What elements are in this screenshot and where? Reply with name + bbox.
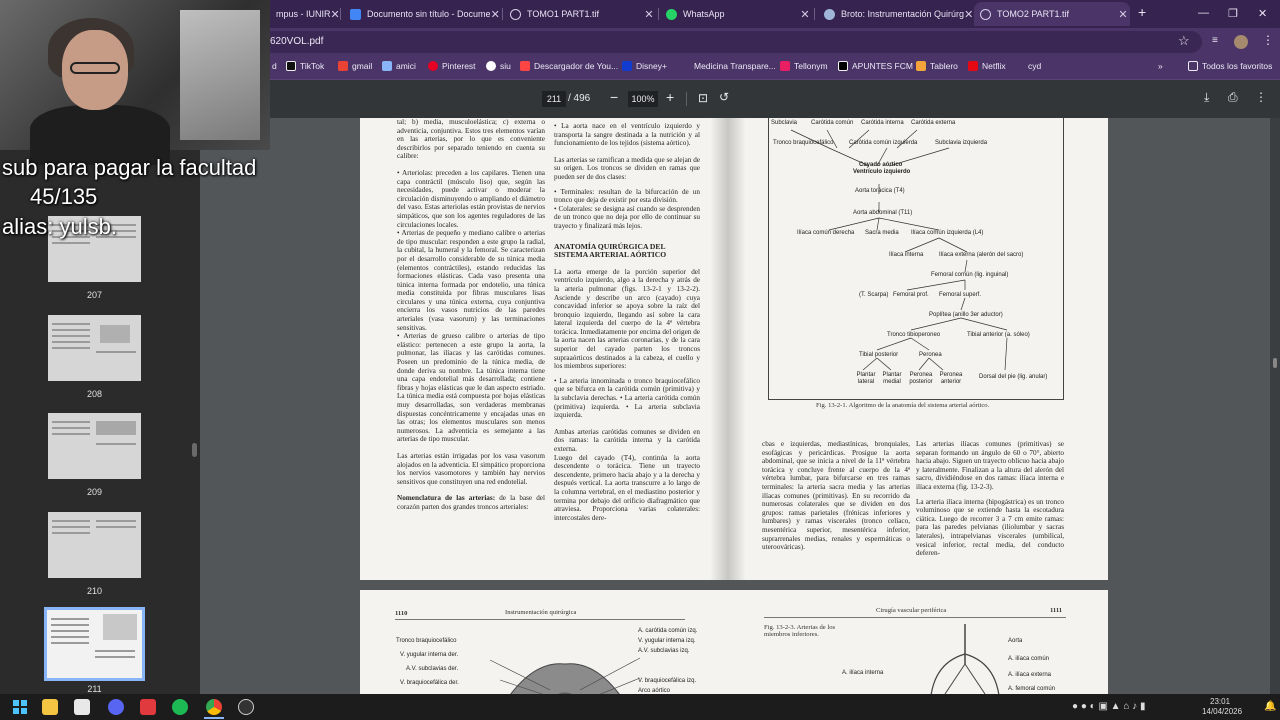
tellonym-icon [780,61,790,71]
bookmark-label: gmail [352,61,373,71]
text-column-3 [762,440,910,552]
bookmark-label: TikTok [300,61,325,71]
tab-separator [658,8,659,20]
node-peronea-posterior: Peronea posterior [909,372,933,385]
figure-caption: Fig. 13-2-1. Algoritmo de la anatomía del sistema arterial aórtico. [816,402,990,409]
tab-separator [502,8,503,20]
bookmark-pinterest[interactable] [428,61,476,71]
paragraph: • Arterias de pequeño y mediano calibre o arterias de tipo muscular: responden a este grupo la radial, la cubital, la humeral y la femoral. Se caracterizan por el desarrollo considerable de su túnica media (elementos contráctiles), estando reducidas las formaciones elásticas. Cada vaso presenta una túnica interna formada por endotelio, una túnica media constituida por fibras musculares lisas circulares y una túnica externa, cuya conjuntiva encierra los vasos nutricios de las paredes arteriales (vasa vasorum) y las terminaciones sensitivas. [397,229,545,332]
label: V. braquiocefálica izq. [638,678,697,684]
google-docs-icon [350,9,361,20]
globe-icon [980,9,991,20]
bookmark-label: Tablero [930,61,958,71]
bookmark-label: Netflix [982,61,1006,71]
paragraph: Las arterias están irrigadas por los vasa vasorum alojados en la adventicia. El simpático proporciona los nervios vasomotores y también hay nervios sensitivos que constituyen una red endotelial. [397,451,545,486]
url-text: 620VOL.pdf [270,36,324,47]
bookmark-item[interactable] [272,61,277,71]
active-app-indicator [204,717,224,719]
bookmark-label: APUNTES FCM [852,61,913,71]
tab-google-docs[interactable] [344,2,500,26]
bookmark-disney[interactable] [622,61,667,71]
thumbnail-label: 211 [87,684,102,694]
bookmark-tablero[interactable] [916,61,958,71]
print-icon[interactable]: ⎙ [1228,90,1238,104]
paragraph: Luego del cayado (T4), continúa la aorta descendente o torácica. Tiene un trayecto descendente, primero hacia abajo y a la derecha y después vertical. La aorta transcurre a lo largo de la columna vertebral, en el mediastino posterior y termina por debajo del orificio diafragmático que atraviesa. Proporciona varias colaterales: intercostales dere- [554,453,700,522]
node-plantar-medial: Plantar medial [882,372,902,385]
close-icon[interactable]: ✕ [644,8,654,21]
text-column-2 [554,122,700,522]
bookmark-gmail[interactable] [338,61,372,71]
overlay-text-line3: alias: yulsb. [2,214,117,239]
node-aorta-abdominal: Aorta abdominal (T11) [853,210,913,216]
paragraph: • Colaterales: se designa así cuando se desprenden de un tronco que no deja por ello de continuar su trayecto y finalizará más lejos. [554,204,700,230]
bookmark-label: amici [396,61,416,71]
clock-date[interactable]: 14/04/2026 [1202,707,1243,716]
netflix-icon [968,61,978,71]
tab-separator [340,8,341,20]
page-fold-shadow [710,118,746,580]
tab-tomo1[interactable] [504,2,656,26]
paragraph: • Arterias de grueso calibre o arterias de tipo elástico: pertenecen a este grupo la aorta, la pulmonar, las ilíacas y las carótidas comunes. Poseen un predominio de la túnica media, de donde deriva su nombre. La túnica interna tiene una capa endotelial más desarrollada; contiene fibras y hojas elásticas que le dan aspecto estriado. La túnica media está compuesta por hojas elásticas muy desarrolladas, son verdaderas membranas dispuestas concéntricamente y encajadas unas en las otras; los elementos musculares son menos numerosos. La adventicia es semejante a las arterias de tipo muscular. [397,332,545,444]
label: A. femoral común [1008,686,1056,692]
bookmark-label: Tellonym [794,61,828,71]
node-aorta-toracica: Aorta torácica (T4) [855,188,905,194]
paragraph: Las arterias se ramifican a medida que se alejan de su origen. Los troncos se dividen en ramas que pueden ser de dos clases: [554,155,700,181]
node-peronea: Peronea [919,352,942,358]
label: A. ilíaca interna [842,670,884,676]
pinterest-icon [428,61,438,71]
header-rule [764,617,1066,618]
thumbnail-page-208[interactable] [48,315,141,381]
star-icon[interactable]: ☆ [1178,33,1190,48]
node-t-scarpa: (T. Scarpa) [859,292,889,298]
bookmark-cyd[interactable] [1028,61,1041,71]
file-explorer-icon[interactable] [42,699,58,715]
tab-iunir[interactable] [270,2,340,26]
bookmark-amici[interactable] [382,61,416,71]
bookmark-tellonym[interactable] [780,61,828,71]
minimize-icon[interactable]: — [1198,7,1209,19]
close-icon[interactable]: ✕ [800,8,810,21]
paragraph: • La arteria innominada o tronco braquiocefálico que se bifurca en la carótida común (primitiva) y la subclavia derechas. • La arteria carótida común (primitiva) izquierda. • La arteria subclavia izquierda. [554,376,700,420]
header-rule [395,619,685,620]
thumbnail-page-211-selected[interactable] [44,607,145,681]
label: A.V. subclavias der. [406,666,459,672]
page-total: / 496 [568,93,591,104]
discord-icon[interactable] [108,699,124,715]
restore-icon[interactable]: ❐ [1228,8,1238,20]
zoom-input[interactable]: 100% [628,91,658,107]
address-bar[interactable] [262,31,1202,53]
arterial-algorithm-figure [768,118,1064,400]
paragraph: cbas e izquierdas, mediastínicas, bronquiales, esofágicas y pericárdicas. Prosigue la aorta abdominal, que se inicia a nivel de la 11ª vértebra torácica y concluye frente al cuerpo de la 4ª vértebra lumbar, para bifurcarse en tres ramas terminales: la arteria sacra media y las arterias ilíacas comunes (primitivas). En su recorrido da numerosas colaterales que se dividen en dos grupos: ramas parietales (frénicas inferiores y lumbares) y ramas viscerales (tronco celíaco, mesentérica superior, mesentérica inferior, suprarrenales medias, renales y espermáticas o uteroováricas). [762,440,910,552]
bookmark-medicina[interactable] [694,61,776,71]
label: A. ilíaca externa [1008,672,1052,678]
tab-broto[interactable] [818,2,972,26]
node-iliaca-comun-izq: Ilíaca común izquierda (L4) [911,230,984,236]
node-cayado-aortico: Cayado aórtico [859,162,903,168]
profile-avatar[interactable] [1234,35,1248,49]
thumbnail-label: 209 [86,487,103,497]
overlay-text-line2: 45/135 [30,184,98,209]
bookmark-tiktok[interactable] [286,61,324,71]
webcam-person-glasses [70,62,120,74]
pdf-viewer[interactable] [200,118,1280,694]
webcam-overlay [0,0,270,150]
label: V. yugular interna izq. [638,638,696,644]
node-poplitea: Poplítea (anillo 3er aductor) [929,312,1003,318]
bookmark-apuntes[interactable] [838,61,913,71]
node-plantar-lateral: Plantar lateral [856,372,876,385]
node-tronco-tibioperoneo: Tronco tibioperoneo [887,332,941,338]
rotate-icon[interactable]: ↺ [719,90,730,104]
disney-icon [622,61,632,71]
node-tibial-posterior: Tibial posterior [859,352,899,358]
paragraph: Ambas arterias carótidas comunes se dividen en dos ramas: la carótida interna y la carótida externa. [554,427,700,453]
all-bookmarks-button[interactable] [1188,61,1272,71]
node-femoral-comun: Femoral común (lig. inguinal) [931,272,1009,278]
node-carotida-comun: Carótida común [811,120,854,126]
obs-icon[interactable] [238,699,254,715]
gmail-icon [338,61,348,71]
node-iliaca-externa: Ilíaca externa (alerón del sacro) [939,252,1024,258]
apuntes-icon [838,61,848,71]
bookmark-label: Disney+ [636,61,667,71]
tab-title: WhatsApp [683,9,725,19]
amici-icon [382,61,392,71]
section-heading: ANATOMÍA QUIRÚRGICA DEL SISTEMA ARTERIAL AÓRTICO [554,241,667,260]
pdf-scrollbar[interactable] [1270,118,1280,694]
thumbnail-page-210[interactable] [48,512,141,578]
tab-separator [814,8,815,20]
zoom-in-icon[interactable]: + [666,89,675,105]
tray-icons[interactable]: ● ● ◐ ▣ ▲ ⌂ ♪ ▮ [1072,701,1146,712]
bookmark-label: cyd [1028,61,1042,71]
bookmark-label: siu [500,61,511,71]
paragraph: La aorta emerge de la porción superior del ventrículo izquierdo, algo a la derecha y atrás de la arteria pulmonar (figs. 13-2-1 y 13-2-2). Asciende y describe un arco (cayado) cuya concavidad inferior se apoya sobre la raíz del bronquio izquierdo, llegando así sobre la cara lateral izquierda del cuerpo de la 4ª vértebra torácica. Inmediatamente por encima del origen de la aorta nacen las arterias coronarias, y de la cara superior del cayado parten los troncos supraaórticos destinados a la cabeza, el cuello y los miembros superiores: [554,267,700,371]
toolbar-divider [686,92,687,106]
tablero-icon [916,61,926,71]
text-column-1 [397,118,545,512]
node-femoral-superf: Femoral superf. [939,292,982,298]
bookmark-label: d [272,61,277,71]
running-header: Instrumentación quirúrgica [505,609,577,616]
figure-caption: Fig. 13-2-3. Arterias de los miembros inferiores. [764,624,836,638]
page-number: 1111 [1050,607,1063,614]
chrome-icon[interactable] [206,699,222,715]
page-number: 1110 [395,610,408,617]
broto-icon [824,9,835,20]
tab-whatsapp[interactable] [660,2,812,26]
close-icon[interactable]: ✕ [964,8,974,21]
clock-time[interactable]: 23:01 [1210,697,1231,706]
thumbnail-label: 208 [86,389,103,399]
webcam-background-window [180,10,260,140]
paragraph: • Arteriolas: preceden a los capilares. Tienen una capa contráctil (músculo liso) que, según las necesidades, puede activar o moderar la circulación disminuyendo o ampliando el diámetro del vaso. Estas arteriolas están provistas de nervios simpáticos, que son los agentes reguladores de las circulaciones locales. [397,168,545,229]
label: A.V. subclavias izq. [638,648,690,654]
label: A. carótida común izq. [638,628,698,634]
page-number-input[interactable]: 211 [542,91,566,107]
tab-tomo2[interactable] [974,2,1130,26]
node-ventriculo-izquierdo: Ventrículo izquierdo [853,169,911,175]
kebab-menu-icon[interactable]: ⋮ [1262,33,1274,47]
tab-title: Documento sin título - Docume [367,9,491,19]
node-tibial-anterior: Tibial anterior (a. sóleo) [967,332,1030,338]
pdf-page-212 [360,590,1108,710]
label: V. braquiocefálica der. [400,680,459,686]
all-bookmarks-label: Todos los favoritos [1202,61,1273,71]
bookmark-siu[interactable] [486,61,511,71]
tab-title: mpus - IUNIR [276,9,331,19]
node-subclavia-izq: Subclavia izquierda [935,140,988,146]
bookmark-youtube-downloader[interactable] [520,61,618,71]
pdf-page-211 [360,118,1108,580]
calendar-icon[interactable] [74,699,90,715]
new-tab-button[interactable]: + [1138,4,1147,20]
globe-icon [510,9,521,20]
node-carotida-interna: Carótida interna [861,120,904,126]
close-window-icon[interactable]: ✕ [1258,8,1268,20]
node-dorsal-pie: Dorsal del pie (lig. anular) [979,374,1048,380]
tiktok-icon [286,61,296,71]
spotify-icon[interactable] [172,699,188,715]
algorithm-connectors [769,118,1065,400]
close-icon[interactable]: ✕ [490,8,500,21]
chevron-right-icon[interactable]: » [1158,61,1163,71]
tab-title: TOMO2 PART1.tif [997,9,1070,19]
text-column-4 [916,440,1064,558]
node-femoral-prof: Femoral prof. [893,292,929,298]
label: Aorta [1008,638,1023,644]
paragraph: La arteria ilíaca interna (hipogástrica) es un tronco voluminoso que se extiende hasta la escotadura ciática. Luego de recorrer 3 a 7 cm emite ramas: para las paredes pelvianas (iliolumbar y sacras laterales), intrapelvianas viscerales (umbilical, vesical inferior, rectal media, del conducto deferen- [916,497,1064,558]
close-icon[interactable]: ✕ [1118,8,1128,21]
bookmark-label: Descargador de You... [534,61,619,71]
node-iliaca-comun-der: Ilíaca común derecha [797,230,855,236]
fit-page-icon[interactable]: ⊡ [698,91,709,105]
thumbnail-label: 210 [86,586,103,596]
thumbnail-page-209[interactable] [48,413,141,479]
zoom-out-icon[interactable]: − [610,89,619,105]
close-icon[interactable]: ✕ [330,8,340,21]
node-carotida-externa: Carótida externa [911,120,956,126]
siu-icon [486,61,496,71]
paragraph: • Terminales: resultan de la bifurcación de un tronco que deja de existir por esta división. [554,187,700,205]
node-carotida-comun-izq: Carótida común izquierda [849,140,918,146]
node-peronea-anterior: Peronea anterior [939,372,963,385]
node-subclavia: Subclavia [771,120,798,126]
folder-icon [1188,61,1198,71]
node-sacra-media: Sacra media [865,230,899,236]
paragraph: Las arterias ilíacas comunes (primitivas) se separan formando un ángulo de 60 o 70°, abierto hacia abajo. Siguen un trayecto oblicuo hacia abajo y lateralmente. Finalizan a la altura del alerón del sacro, dividiéndose en dos ramas: ilíaca interna e ilíaca externa (fig. 13-2-3). [916,440,1064,491]
label: Arco aórtico [638,688,671,694]
download-icon[interactable]: ⤓ [1204,90,1210,104]
paragraph: • La aorta nace en el ventrículo izquierdo y transporta la sangre destinada a la nutrición y al funcionamiento de los tejidos (sistema aórtico). [554,122,700,148]
notifications-icon[interactable]: 🔔 [1264,701,1277,712]
running-header: Cirugía vascular periférica [876,607,947,614]
windows-taskbar [0,694,1280,720]
label: V. yugular interna der. [400,652,459,658]
bookmark-label: Pinterest [442,61,476,71]
node-tronco-braquiocefalico: Tronco braquiocefálico [773,140,834,146]
tab-title: Broto: Instrumentación Quirúrg [841,9,965,19]
label: A. ilíaca común [1008,656,1050,662]
windows-start-icon[interactable] [12,699,28,715]
download-icon [520,61,530,71]
section-heading: Nomenclatura de las arterias: [397,494,496,503]
label: Tronco braquiocefálico [396,638,457,644]
tab-title: TOMO1 PART1.tif [527,9,600,19]
bookmark-netflix[interactable] [968,61,1006,71]
overlay-text-line1: sub para pagar la facultad [2,155,257,180]
sidebar-scrollbar[interactable] [192,443,197,457]
thumbnail-label: 207 [86,290,103,300]
scrollbar-thumb[interactable] [1273,358,1277,368]
whatsapp-icon [666,9,677,20]
node-iliaca-interna: Ilíaca interna [889,252,924,258]
bookmark-label: Medicina Transpare... [694,61,776,71]
more-options-icon[interactable]: ⋮ [1255,90,1267,104]
paragraph: de la base del corazón parten dos grandes troncos arteriales: [397,494,545,511]
paragraph: tal; b) media, musculoelástica; c) externa o adventicia, conjuntiva. Estos tres elementos varían en las arterias, por lo que es conveniente describirlos por separado teniendo en cuenta su calibre: [397,118,545,161]
app-icon[interactable] [140,699,156,715]
media-controls-icon[interactable]: ≡ [1212,35,1218,46]
